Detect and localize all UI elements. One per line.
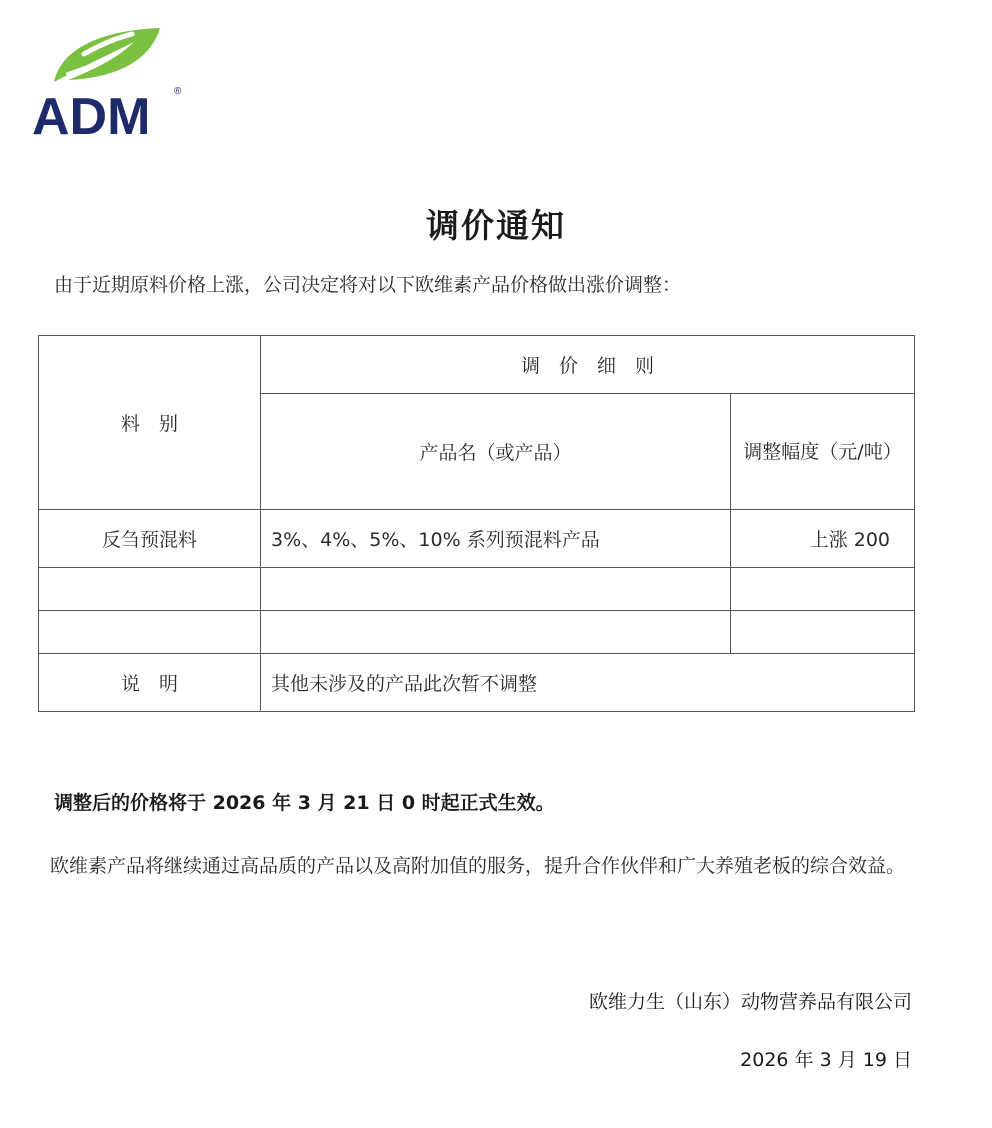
intro-text: 由于近期原料价格上涨，公司决定将对以下欧维素产品价格做出涨价调整：: [54, 274, 682, 296]
page-title: 调价通知: [426, 206, 566, 245]
row-category: [39, 611, 261, 654]
row-category: 反刍预混料: [39, 510, 261, 568]
notice-date: 2026 年 3 月 19 日: [740, 1049, 912, 1071]
row-product: [261, 568, 731, 611]
table-row: [39, 510, 915, 568]
row-adjustment: [731, 568, 915, 611]
table-row: [39, 568, 915, 611]
adm-logo: [28, 24, 188, 140]
leaf-icon: [28, 24, 188, 140]
category-header: 料 别: [39, 336, 261, 510]
row-product: [261, 611, 731, 654]
row-adjustment: 上涨 200: [731, 510, 915, 568]
note-label: 说 明: [39, 654, 261, 712]
closing-paragraph: 欧维素产品将继续通过高品质的产品以及高附加值的服务，提升合作伙伴和广大养殖老板的综合效益。: [50, 855, 906, 877]
table-row: [39, 611, 915, 654]
registered-mark: ®: [174, 86, 182, 97]
logo-wordmark: ADM: [32, 88, 151, 140]
adjustment-header: 调整幅度（元/吨）: [731, 394, 915, 510]
row-adjustment: [731, 611, 915, 654]
note-text: 其他未涉及的产品此次暂不调整: [261, 654, 915, 712]
row-product: 3%、4%、5%、10% 系列预混料产品: [261, 510, 731, 568]
effective-date-notice: 调整后的价格将于 2026 年 3 月 21 日 0 时起正式生效。: [54, 792, 555, 814]
company-name: 欧维力生（山东）动物营养品有限公司: [588, 991, 912, 1013]
detail-header: 调 价 细 则: [261, 336, 915, 394]
price-adjustment-table: [38, 335, 915, 712]
product-header: 产品名（或产品）: [261, 394, 731, 510]
row-category: [39, 568, 261, 611]
